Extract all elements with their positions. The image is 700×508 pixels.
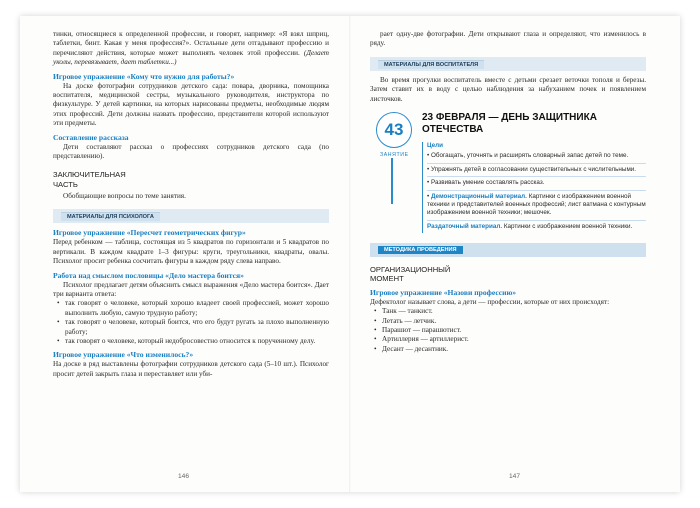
final-text: Обобщающие вопросы по теме занятия.: [63, 191, 186, 200]
lesson-word: ЗАНЯТИЕ: [380, 152, 409, 159]
demo-material: • Демонстрационный материал. Картинки с изображением военной техники и представителей военных профессий; лист ватмана с контурным изображением военной техники; мешочек.: [427, 191, 646, 221]
story-text: Дети составляют рассказ о профессиях сотрудников детского сада (по представлению).: [53, 142, 329, 161]
game2-title: Игровое упражнение «Пересчет геометрических фигур»: [53, 228, 246, 238]
teacher-materials-band: [370, 57, 646, 71]
list-item: • Танк — танкист.: [382, 307, 646, 316]
left-page: [53, 30, 329, 379]
game2-text: Перед ребенком — таблица, состоящая из 5 квадратов по горизонтали и 5 квадратов по вертикали. В каждом квадрате 1–3 фигуры: круги, треугольники, квадраты, овалы. Психолог просит ребенка сосчитать фигуры в каждом ряду слева направо.: [53, 238, 329, 266]
psych-materials-band: [53, 209, 329, 223]
intro-paragraph: тинки, относящиеся к определенной профессии, и говорят, например: «Я взял шприц, таблетки, бинт. Какая у меня профессия?». Остальные дети отгадывают профессию и перечисляют действия, которые может выполнять человек этой профессии. (Делает уколы, перевязывает, дает таблетки...): [53, 30, 330, 67]
proverb-text: Психолог предлагает детям объяснить смысл выражения «Дело мастера боится». Дает три варианта ответа:: [53, 280, 329, 298]
continuation-text: рает одну-две фотографии. Дети открывают глаза и определяют, что изменилось в ряду.: [370, 30, 646, 48]
method-label: МЕТОДИКА ПРОВЕДЕНИЯ: [378, 246, 463, 254]
story-title: Составление рассказа: [53, 132, 129, 142]
profession-pairs: [370, 307, 646, 354]
teacher-text: Во время прогулки воспитатель вместе с детьми срезает веточки тополя и березы. Затем ставит их в воду с целью наблюдения за набуханием почек и появлением листочков.: [370, 75, 646, 103]
name-profession-title: Игровое упражнение «Назови профессию»: [370, 287, 517, 297]
name-profession-text: Дефектолог называет слова, а дети — профессии, которые от них происходят:: [370, 297, 610, 306]
goal-item: • Обогащать, уточнять и расширять словарный запас детей по теме.: [427, 150, 646, 163]
lesson-title: 23 ФЕВРАЛЯ — ДЕНЬ ЗАЩИТНИКА ОТЕЧЕСТВА: [422, 112, 597, 136]
proverb-title: Работа над смыслом пословицы «Дело мастера боится»: [53, 270, 244, 280]
right-page: [370, 30, 646, 354]
teacher-materials-label: МАТЕРИАЛЫ ДЛЯ ВОСПИТАТЕЛЯ: [378, 60, 484, 69]
game1-title: Игровое упражнение «Кому что нужно для работы?»: [53, 71, 235, 81]
lesson-number-badge: 43: [376, 112, 412, 148]
goal-item: • Развивать умение составлять рассказ.: [427, 177, 646, 190]
list-item: • так говорят о человеке, который боится, что его будут ругать за плохо выполненную работу;: [65, 318, 329, 337]
list-item: • так говорят о человеке, который хорошо владеет своей профессией, может хорошо выполнить любую, самую трудную работу;: [65, 299, 329, 318]
psych-materials-label: МАТЕРИАЛЫ ДЛЯ ПСИХОЛОГА: [61, 212, 160, 221]
method-band: [370, 243, 646, 257]
list-item: • Летать — летчик.: [382, 317, 646, 326]
goals-label: Цели: [427, 142, 444, 150]
list-item: • Десант — десантник.: [382, 345, 646, 354]
book-gutter: [349, 16, 351, 492]
list-item: • Артиллерия — артиллерист.: [382, 335, 646, 344]
proverb-options: [53, 299, 329, 346]
org-heading: ОРГАНИЗАЦИОННЫЙ МОМЕНТ: [370, 265, 451, 284]
game1-text: На доске фотографии сотрудников детского сада: повара, дворника, помощника воспитателя, медицинской сестры, музыкального руководителя, инструктора по физкультуре. У детей картинки, на которых нарисованы предметы, необходимые людям этих профессий. Дети должны назвать профессию, представители которой используют эти предметы.: [53, 81, 329, 128]
goal-item: • Упражнять детей в согласовании существительных с числительными.: [427, 164, 646, 177]
book-spread: [20, 16, 680, 492]
game3-title: Игровое упражнение «Что изменилось?»: [53, 350, 194, 360]
game3-text: На доске в ряд выставлены фотографии сотрудников детского сада (5–10 шт.). Психолог просит детей закрыть глаза и переставляет или уби-: [53, 360, 329, 378]
list-item: • Парашют — парашютист.: [382, 326, 646, 335]
list-item: • так говорят о человеке, который недобросовестно относится к порученному делу.: [65, 337, 329, 346]
page-number-right: 147: [509, 473, 521, 480]
final-heading: ЗАКЛЮЧИТЕЛЬНАЯ ЧАСТЬ: [53, 170, 126, 189]
handout-material: Раздаточный материал. Картинки с изображением военной техники.: [427, 222, 633, 230]
page-number-left: 146: [178, 473, 190, 480]
lesson-goals: [422, 142, 646, 233]
lesson-header: [370, 112, 646, 233]
lesson-divider: [391, 158, 393, 204]
